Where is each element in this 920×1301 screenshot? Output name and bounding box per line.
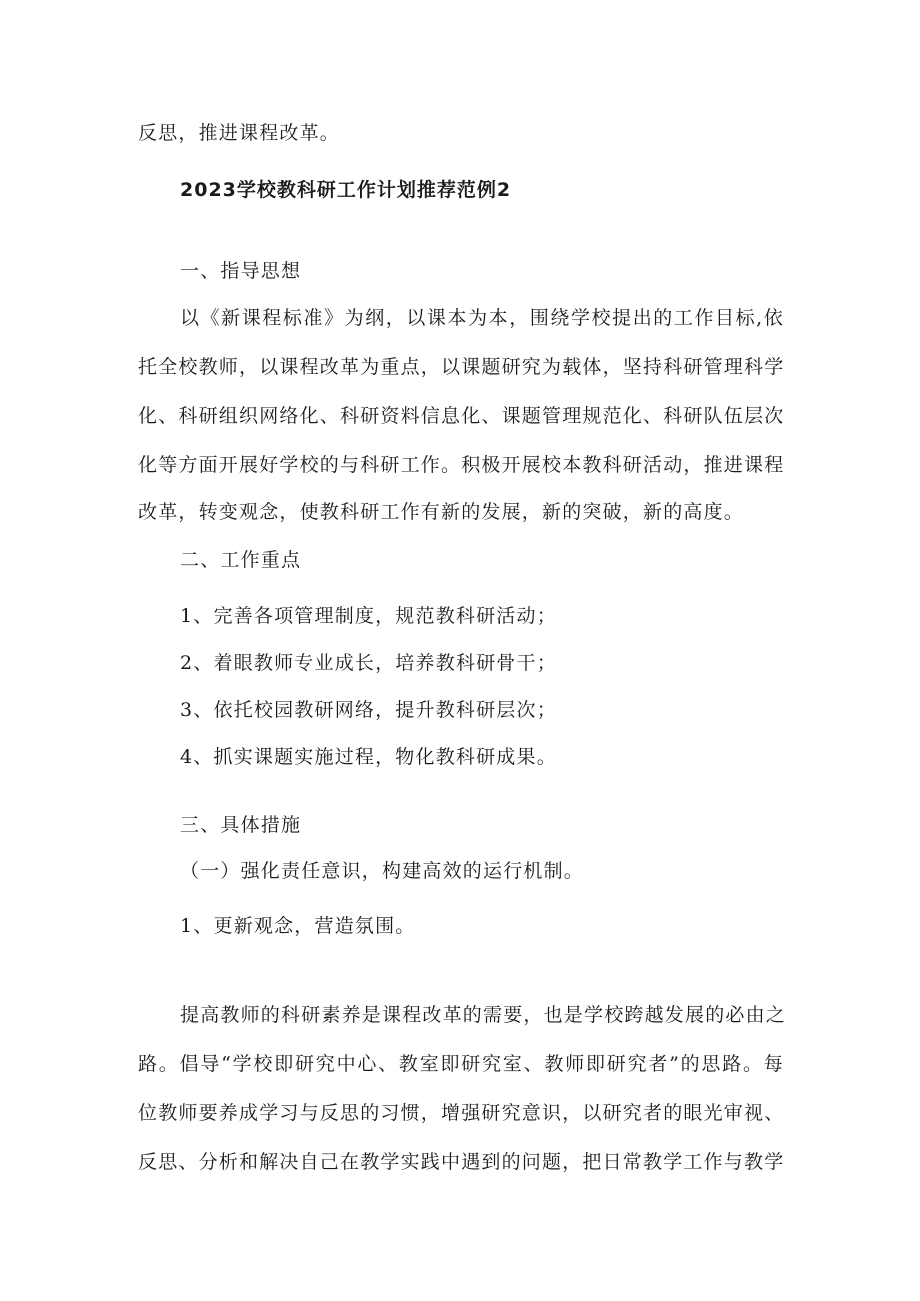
paragraph-line: 提高教师的科研素养是课程改革的需要，也是学校跨越发展的必由之 (180, 1004, 787, 1026)
continuation-text: 反思，推进课程改革。 (138, 122, 341, 144)
list-item: 4、抓实课题实施过程，物化教科研成果。 (180, 746, 557, 768)
paragraph-line: 托全校教师，以课程改革为重点，以课题研究为载体，坚持科研管理科学 (138, 356, 785, 378)
paragraph-line: 位教师要养成学习与反思的习惯，增强研究意识，以研究者的眼光审视、 (138, 1102, 785, 1124)
paragraph-line: 路。倡导“学校即研究中心、教室即研究室、教师即研究者”的思路。每 (138, 1053, 784, 1075)
paragraph-line: 改革，转变观念，使教科研工作有新的发展，新的突破，新的高度。 (138, 501, 745, 523)
paragraph-line: 以《新课程标准》为纲，以课本为本，围绕学校提出的工作目标,依 (180, 307, 784, 329)
document-title: 2023学校教科研工作计划推荐范例2 (180, 179, 512, 201)
list-item: 2、着眼教师专业成长，培养教科研骨干； (180, 652, 557, 674)
list-item: 1、更新观念，营造氛围。 (180, 915, 416, 937)
list-item: 1、完善各项管理制度，规范教科研活动； (180, 605, 557, 627)
paragraph-line: 化、科研组织网络化、科研资料信息化、课题管理规范化、科研队伍层次 (138, 405, 785, 427)
section-heading-work-focus: 二、工作重点 (180, 549, 302, 571)
sub-heading: （一）强化责任意识，构建高效的运行机制。 (180, 860, 585, 882)
section-heading-guiding-ideology: 一、指导思想 (180, 260, 302, 282)
section-heading-specific-measures: 三、具体措施 (180, 814, 302, 836)
list-item: 3、依托校园教研网络，提升教科研层次； (180, 699, 557, 721)
paragraph-line: 化等方面开展好学校的与科研工作。积极开展校本教科研活动，推进课程 (138, 454, 785, 476)
paragraph-line: 反思、分析和解决自己在教学实践中遇到的问题，把日常教学工作与教学 (138, 1151, 785, 1173)
